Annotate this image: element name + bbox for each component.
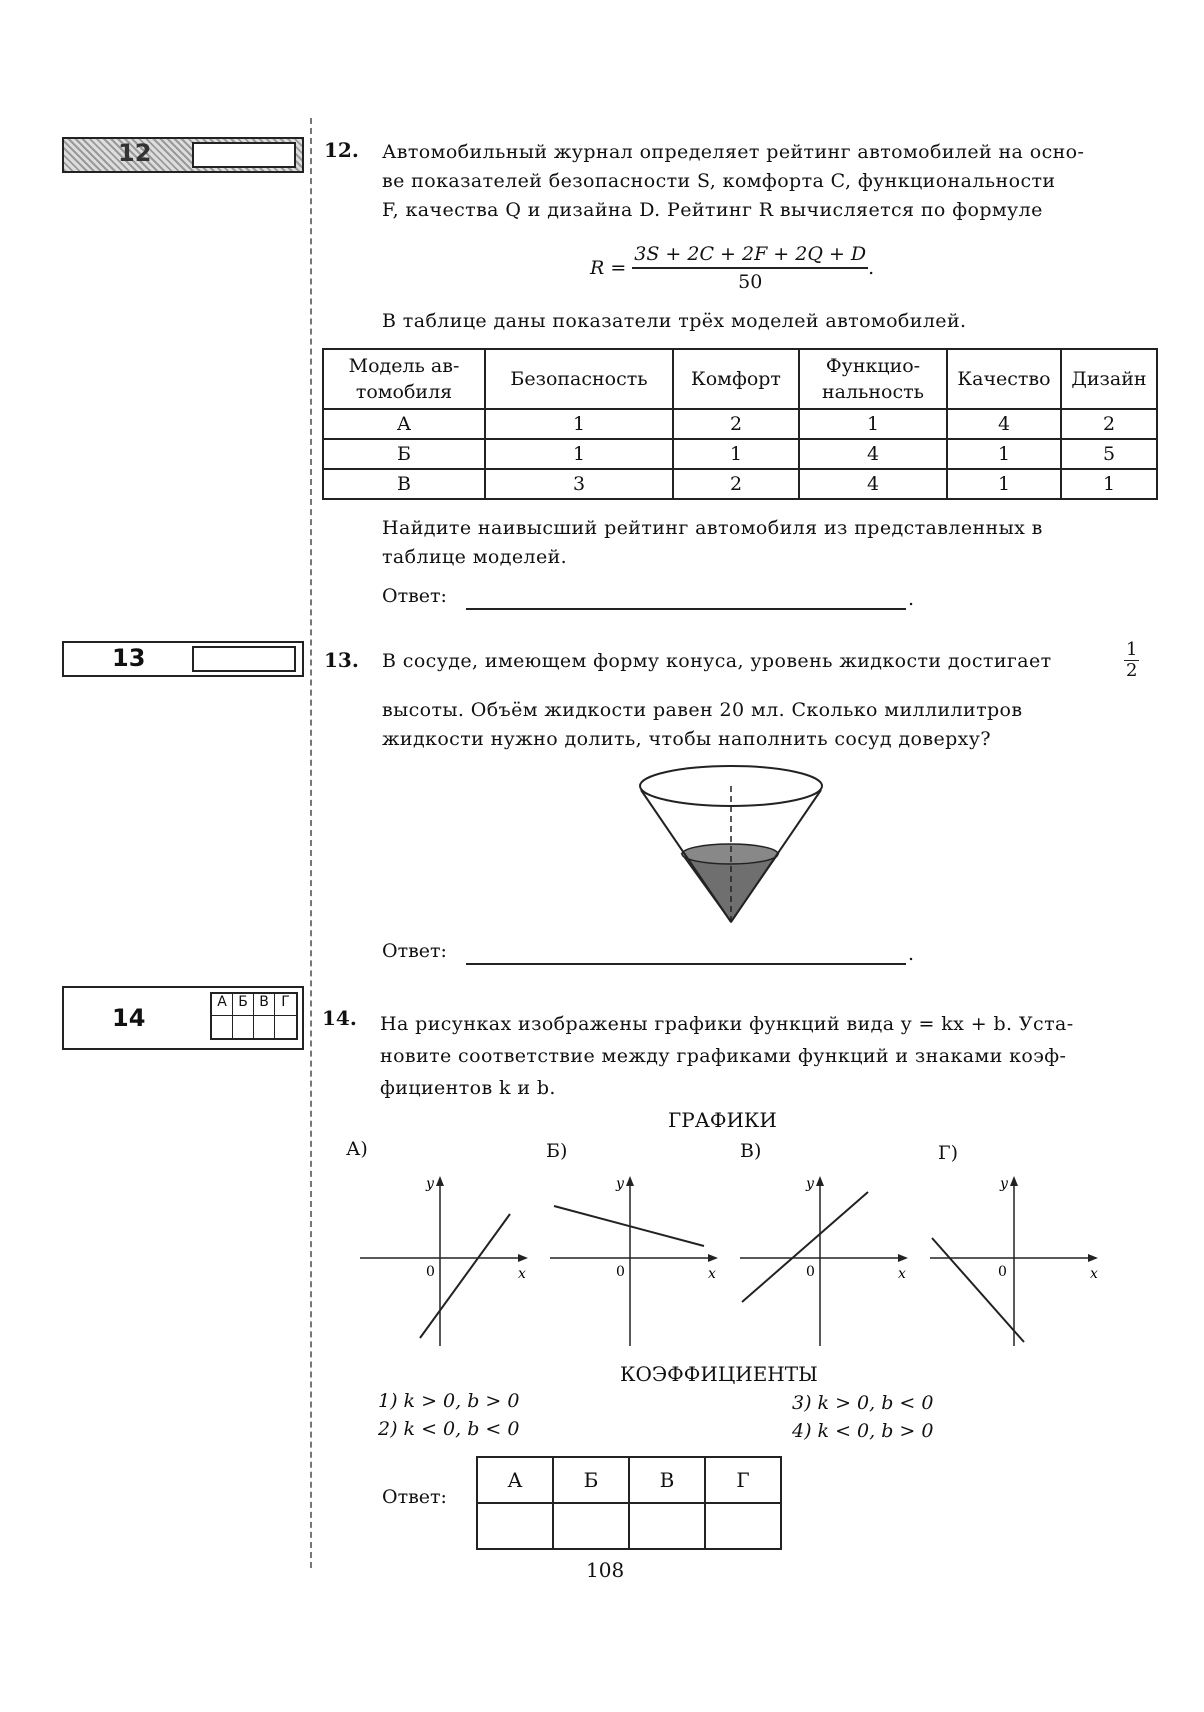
option-3: 3) k > 0, b < 0	[792, 1392, 934, 1414]
grid-letter-v: В	[254, 994, 275, 1016]
origin-label: 0	[616, 1264, 625, 1280]
table-cell: 1	[947, 469, 1061, 499]
graph-label-v: В)	[740, 1140, 762, 1162]
graph-g	[930, 1170, 1110, 1346]
answer-cell-b[interactable]	[553, 1503, 629, 1549]
answer-cell-13[interactable]	[192, 646, 296, 672]
x-arrow	[518, 1254, 528, 1262]
graph-label-a: А)	[346, 1138, 368, 1160]
q14-line3: фициентов k и b.	[380, 1077, 556, 1099]
page-number: 108	[586, 1558, 625, 1582]
rating-formula	[590, 238, 874, 298]
graphs-title: ГРАФИКИ	[668, 1108, 777, 1132]
graph-b	[550, 1170, 730, 1346]
table-cell: 1	[947, 439, 1061, 469]
car-ratings-table	[322, 348, 1158, 500]
margin-box-13	[62, 641, 304, 677]
table-cell: 4	[799, 469, 947, 499]
table-header: Комфорт	[673, 349, 799, 409]
function-line	[932, 1238, 1024, 1342]
table-row	[323, 439, 1157, 469]
table-cell: 1	[485, 439, 673, 469]
table-cell: 1	[1061, 469, 1157, 499]
option-2: 2) k < 0, b < 0	[378, 1418, 520, 1440]
cone-figure	[630, 762, 830, 932]
table-cell: Б	[323, 439, 485, 469]
y-label: y	[426, 1176, 434, 1192]
table-cell: 4	[947, 409, 1061, 439]
q12-answer-label: Ответ:	[382, 585, 447, 607]
q12-line2: ве показателей безопасности S, комфорта C, функциональности	[382, 170, 1056, 192]
graph-label-b: Б)	[546, 1140, 568, 1162]
grid-cell[interactable]	[254, 1016, 275, 1038]
q12-task-line2: таблице моделей.	[382, 546, 568, 568]
answer-cell-v[interactable]	[629, 1503, 705, 1549]
y-arrow	[1010, 1176, 1018, 1186]
table-intro: В таблице даны показатели трёх моделей автомобилей.	[382, 310, 967, 332]
option-4: 4) k < 0, b > 0	[792, 1420, 934, 1442]
question-number-14: 14.	[322, 1006, 357, 1030]
q13-line3: жидкости нужно долить, чтобы наполнить сосуд доверху?	[382, 728, 991, 750]
answer-cell-12[interactable]	[192, 142, 296, 168]
graph-v	[740, 1170, 920, 1346]
q13-answer-field[interactable]	[466, 963, 906, 965]
grid-letter-a: А	[212, 994, 233, 1016]
table-cell: В	[323, 469, 485, 499]
table-cell: 5	[1061, 439, 1157, 469]
table-row	[323, 469, 1157, 499]
answer-grid-14[interactable]	[210, 992, 298, 1040]
function-line	[742, 1192, 868, 1302]
margin-box-12	[62, 137, 304, 173]
table-header: Качество	[947, 349, 1061, 409]
q12-answer-end: .	[908, 588, 915, 610]
table-header: Модель ав-томобиля	[323, 349, 485, 409]
margin-number-13: 13	[112, 644, 146, 672]
answer-header-v: В	[629, 1457, 705, 1503]
grid-cell[interactable]	[275, 1016, 296, 1038]
q13-text	[382, 696, 1148, 754]
graph-a	[360, 1170, 540, 1346]
y-label: y	[616, 1176, 624, 1192]
table-cell: А	[323, 409, 485, 439]
question-number-13: 13.	[324, 648, 359, 672]
table-row	[323, 409, 1157, 439]
table-cell: 2	[1061, 409, 1157, 439]
table-header: Безопасность	[485, 349, 673, 409]
option-1: 1) k > 0, b > 0	[378, 1390, 520, 1412]
q13-answer-label: Ответ:	[382, 940, 447, 962]
formula-numerator: 3S + 2C + 2F + 2Q + D	[632, 243, 868, 269]
q14-text	[380, 1008, 1146, 1104]
q12-text	[382, 138, 1148, 225]
y-arrow	[626, 1176, 634, 1186]
answer-header-g: Г	[705, 1457, 781, 1503]
graph-label-g: Г)	[938, 1142, 958, 1164]
table-cell: 3	[485, 469, 673, 499]
q12-answer-field[interactable]	[466, 608, 906, 610]
margin-number-14: 14	[112, 1004, 146, 1032]
q13-frac-num: 1	[1126, 639, 1138, 660]
formula-denominator: 50	[738, 271, 763, 293]
q13-fraction	[1124, 640, 1139, 681]
q14-answer-table	[476, 1456, 782, 1550]
q12-task-line1: Найдите наивысший рейтинг автомобиля из представленных в	[382, 517, 1043, 539]
margin-box-14	[62, 986, 304, 1050]
q14-answer-label: Ответ:	[382, 1486, 447, 1508]
formula-lhs: R =	[590, 257, 627, 279]
q14-line2: новите соответствие между графиками функций и знаками коэф-	[380, 1045, 1067, 1067]
grid-letter-b: Б	[233, 994, 254, 1016]
table-cell: 2	[673, 409, 799, 439]
x-label: x	[708, 1266, 716, 1282]
table-cell: 1	[485, 409, 673, 439]
cut-line	[310, 118, 312, 1568]
y-label: y	[806, 1176, 814, 1192]
answer-cell-a[interactable]	[477, 1503, 553, 1549]
answer-cell-g[interactable]	[705, 1503, 781, 1549]
origin-label: 0	[998, 1264, 1007, 1280]
answer-header-a: А	[477, 1457, 553, 1503]
table-header: Дизайн	[1061, 349, 1157, 409]
x-arrow	[708, 1254, 718, 1262]
x-label: x	[1090, 1266, 1098, 1282]
q13-line1: В сосуде, имеющем форму конуса, уровень жидкости достигает	[382, 650, 1052, 672]
grid-cell[interactable]	[233, 1016, 254, 1038]
table-cell: 4	[799, 439, 947, 469]
origin-label: 0	[806, 1264, 815, 1280]
formula-end: .	[868, 257, 875, 279]
question-number-12: 12.	[324, 138, 359, 162]
grid-cell[interactable]	[212, 1016, 233, 1038]
q12-line1: Автомобильный журнал определяет рейтинг автомобилей на осно-	[382, 141, 1085, 163]
y-arrow	[816, 1176, 824, 1186]
grid-letter-g: Г	[275, 994, 296, 1016]
x-label: x	[518, 1266, 526, 1282]
x-arrow	[1088, 1254, 1098, 1262]
coef-title: КОЭФФИЦИЕНТЫ	[620, 1362, 818, 1386]
margin-number-12: 12	[118, 139, 152, 167]
q14-line1: На рисунках изображены графики функций вида y = kx + b. Уста-	[380, 1013, 1074, 1035]
q12-task	[382, 514, 1148, 572]
table-cell: 1	[799, 409, 947, 439]
table-header: Функцио-нальность	[799, 349, 947, 409]
q12-line3: F, качества Q и дизайна D. Рейтинг R вычисляется по формуле	[382, 199, 1043, 221]
table-cell: 2	[673, 469, 799, 499]
origin-label: 0	[426, 1264, 435, 1280]
answer-header-b: Б	[553, 1457, 629, 1503]
table-cell: 1	[673, 439, 799, 469]
function-line	[554, 1206, 704, 1246]
q13-frac-den: 2	[1126, 660, 1138, 681]
formula-fraction	[632, 243, 868, 293]
q13-answer-end: .	[908, 943, 915, 965]
q13-line2: высоты. Объём жидкости равен 20 мл. Сколько миллилитров	[382, 699, 1023, 721]
x-label: x	[898, 1266, 906, 1282]
y-arrow	[436, 1176, 444, 1186]
liquid-surface	[682, 844, 778, 864]
y-label: y	[1000, 1176, 1008, 1192]
x-arrow	[898, 1254, 908, 1262]
